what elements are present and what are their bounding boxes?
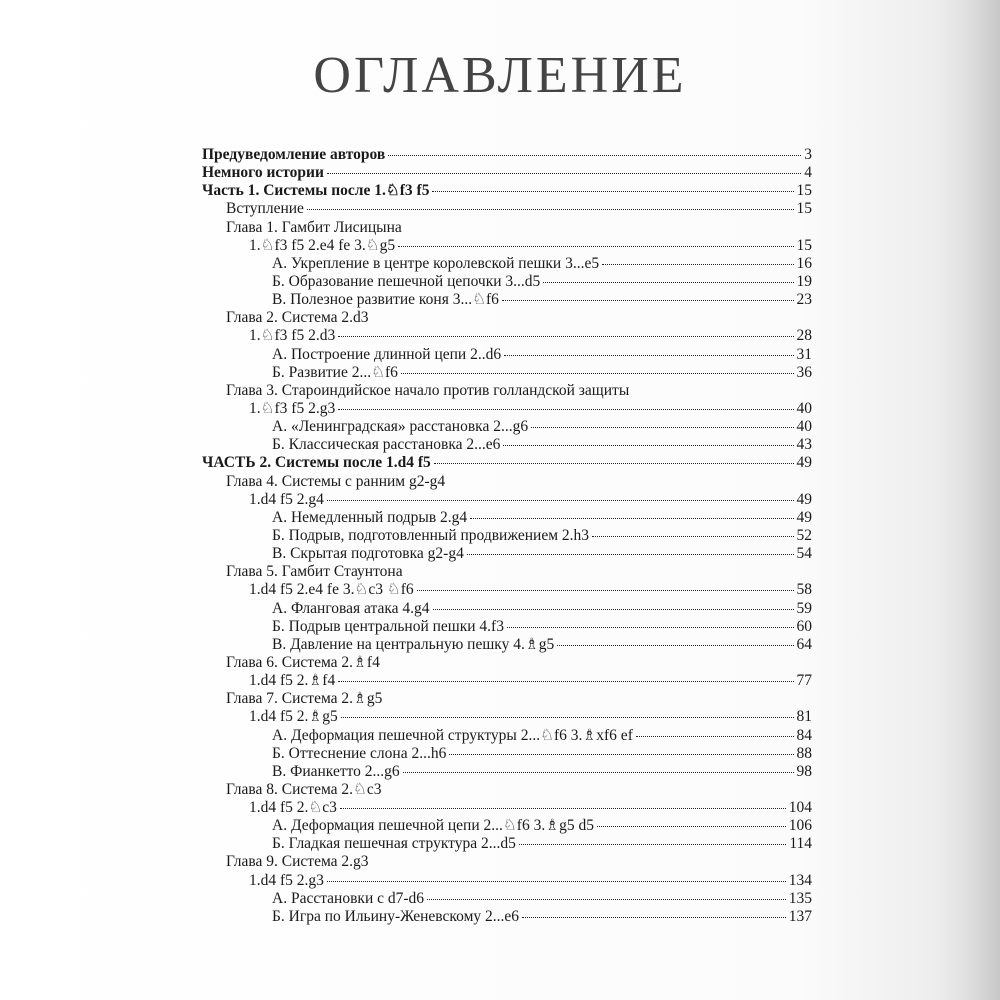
toc-page-number: 15	[796, 236, 812, 254]
dot-leader	[503, 445, 793, 446]
toc-entry	[202, 273, 812, 291]
toc-entry-title: А. Фланговая атака 4.g4	[272, 599, 430, 617]
toc-entry	[202, 327, 812, 345]
toc-entry-title: В. Полезное развитие коня 3...♘f6	[272, 291, 499, 309]
toc-entry	[202, 200, 812, 218]
dot-leader	[504, 355, 793, 356]
toc-entry	[202, 600, 812, 618]
toc-entry-title: Вступление	[226, 200, 304, 218]
toc-entry-title: В. Фианкетто 2...g6	[272, 762, 400, 780]
toc-entry-title: 1.d4 f5 2.♗g5	[249, 708, 338, 726]
toc-entry-title: А. Немедленный подрыв 2.g4	[272, 508, 468, 526]
toc-entry-title: 1.d4 f5 2.♘c3	[249, 799, 337, 817]
dot-leader	[636, 736, 794, 737]
toc-entry	[202, 872, 812, 890]
dot-leader	[502, 300, 794, 301]
toc-entry-title: Глава 6. Система 2.♗f4	[226, 653, 380, 671]
toc-entry	[202, 364, 812, 382]
toc-page-number: 60	[796, 617, 812, 635]
toc-entry	[202, 745, 812, 763]
toc-page-number: 4	[804, 164, 812, 182]
toc-entry	[202, 708, 812, 726]
toc-page-number: 134	[788, 871, 812, 889]
toc-entry	[202, 454, 812, 472]
toc-page-number: 31	[796, 345, 812, 363]
dot-leader	[433, 609, 794, 610]
toc-entry	[202, 346, 812, 364]
dot-leader	[327, 173, 801, 174]
toc-entry-title: Часть 1. Системы после 1.♘f3 f5	[202, 182, 430, 200]
toc-page-number: 43	[796, 436, 812, 454]
toc-entry-title: 1.d4 f5 2.e4 fe 3.♘c3 ♘f6	[249, 581, 414, 599]
toc-entry	[202, 400, 812, 418]
toc-entry	[202, 636, 812, 654]
toc-entry	[202, 509, 812, 527]
toc-page-number: 59	[796, 599, 812, 617]
dot-leader	[507, 627, 794, 628]
toc-page-number: 64	[796, 635, 812, 653]
toc-page-number: 40	[796, 418, 812, 436]
dot-leader	[597, 826, 786, 827]
toc-entry	[202, 781, 812, 799]
toc-entry	[202, 763, 812, 781]
toc-entry	[202, 654, 812, 672]
toc-entry	[202, 908, 812, 926]
toc-page-number: 19	[796, 272, 812, 290]
dot-leader	[449, 754, 793, 755]
toc-page-number: 23	[796, 291, 812, 309]
dot-leader	[338, 681, 793, 682]
toc-page-number: 49	[796, 454, 812, 472]
dot-leader	[417, 590, 794, 591]
toc-page-number: 36	[796, 363, 812, 381]
toc-entry-title: Немного истории	[202, 164, 324, 182]
toc-entry-title: Б. Развитие 2...♘f6	[272, 363, 398, 381]
toc-page-number: 15	[796, 182, 812, 200]
toc-entry	[202, 309, 812, 327]
dot-leader	[403, 772, 794, 773]
toc-page-number: 106	[788, 817, 812, 835]
dot-leader	[327, 500, 794, 501]
dot-leader	[434, 463, 794, 464]
toc-entry-title: Б. Гладкая пешечная структура 2...d5	[272, 835, 516, 853]
toc-entry	[202, 581, 812, 599]
toc-page-number: 135	[788, 889, 812, 907]
toc-entry	[202, 182, 812, 200]
toc-entry-title: Глава 2. Система 2.d3	[226, 309, 369, 327]
toc-entry	[202, 418, 812, 436]
dot-leader	[432, 191, 793, 192]
toc-entry-title: А. Расстановки с d7-d6	[272, 889, 425, 907]
toc-entry-title: Глава 5. Гамбит Стаунтона	[226, 563, 403, 581]
toc-entry	[202, 563, 812, 581]
toc-entry-title: Б. Подрыв, подготовленный продвижением 2.h3	[272, 526, 590, 544]
toc-entry	[202, 817, 812, 835]
page-title: ОГЛАВЛЕНИЕ	[313, 47, 687, 104]
toc-entry	[202, 727, 812, 745]
toc-entry	[202, 382, 812, 400]
toc-entry-title: В. Давление на центральную пешку 4.♗g5	[272, 635, 555, 653]
toc-entry-title: А. Деформация пешечной цепи 2...♘f6 3.♗g5 d5	[272, 817, 594, 835]
toc-page-number: 3	[804, 146, 812, 163]
toc-entry-title: 1.♘f3 f5 2.g3	[249, 399, 336, 417]
toc-entry	[202, 237, 812, 255]
toc-entry	[202, 672, 812, 690]
dot-leader	[470, 518, 793, 519]
toc-entry-title: Глава 8. Система 2.♘c3	[226, 780, 382, 798]
dot-leader	[398, 246, 793, 247]
toc-entry	[202, 164, 812, 182]
toc-entry	[202, 473, 812, 491]
toc-page-number: 49	[796, 490, 812, 508]
dot-leader	[338, 409, 793, 410]
toc-entry-title: Б. Подрыв центральной пешки 4.f3	[272, 617, 504, 635]
table-of-contents	[202, 146, 812, 926]
toc-entry	[202, 219, 812, 237]
toc-entry-title: ЧАСТЬ 2. Системы после 1.d4 f5	[202, 454, 431, 472]
toc-page-number: 81	[796, 708, 812, 726]
toc-page-number: 77	[796, 672, 812, 690]
toc-page-number: 137	[788, 907, 812, 925]
dot-leader	[467, 554, 794, 555]
toc-page-number: 15	[796, 200, 812, 218]
toc-entry-title: Глава 9. Система 2.g3	[226, 853, 369, 871]
toc-entry	[202, 527, 812, 545]
toc-page-number: 54	[796, 545, 812, 563]
toc-entry-title: 1.♘f3 f5 2.e4 fe 3.♘g5	[249, 236, 396, 254]
toc-entry-title: 1.d4 f5 2.g4	[249, 490, 324, 508]
toc-entry-title: Б. Образование пешечной цепочки 3...d5	[272, 272, 541, 290]
toc-entry-title: Б. Оттеснение слона 2...h6	[272, 744, 447, 762]
toc-entry-title: Глава 7. Система 2.♗g5	[226, 690, 383, 708]
toc-entry-title: А. «Ленинградская» расстановка 2...g6	[272, 418, 529, 436]
dot-leader	[602, 264, 793, 265]
toc-page-number: 28	[796, 327, 812, 345]
toc-entry	[202, 291, 812, 309]
toc-entry	[202, 799, 812, 817]
dot-leader	[427, 899, 786, 900]
toc-page-number: 104	[788, 799, 812, 817]
toc-page-number: 16	[796, 254, 812, 272]
dot-leader	[519, 844, 786, 845]
toc-entry-title: Б. Классическая расстановка 2...e6	[272, 436, 501, 454]
toc-page-number: 98	[796, 762, 812, 780]
toc-page-number: 49	[796, 508, 812, 526]
dot-leader	[388, 155, 801, 156]
toc-page-number: 114	[789, 835, 812, 853]
dot-leader	[338, 336, 793, 337]
toc-page-number: 84	[796, 726, 812, 744]
toc-entry-title: Предуведомление авторов	[202, 146, 386, 163]
toc-entry	[202, 545, 812, 563]
toc-page-number: 40	[796, 399, 812, 417]
toc-page-number: 52	[796, 526, 812, 544]
toc-entry	[202, 690, 812, 708]
toc-entry	[202, 890, 812, 908]
toc-entry-title: Глава 3. Староиндийское начало против голландской защиты	[226, 381, 630, 399]
toc-entry-title: 1.d4 f5 2.g3	[249, 871, 324, 889]
toc-entry-title: Б. Игра по Ильину-Женевскому 2...e6	[272, 907, 520, 925]
dot-leader	[341, 717, 794, 718]
dot-leader	[522, 917, 786, 918]
toc-entry-title: Глава 1. Гамбит Лисицына	[226, 218, 402, 236]
toc-entry-title: А. Построение длинной цепи 2..d6	[272, 345, 502, 363]
dot-leader	[307, 209, 794, 210]
toc-entry-title: А. Укрепление в центре королевской пешки 3...e5	[272, 254, 600, 272]
toc-page-number: 58	[796, 581, 812, 599]
dot-leader	[592, 536, 793, 537]
toc-page-number: 88	[796, 744, 812, 762]
dot-leader	[543, 282, 793, 283]
toc-entry-title: Глава 4. Системы с ранним g2-g4	[226, 472, 446, 490]
toc-entry	[202, 853, 812, 871]
toc-entry-title: 1.♘f3 f5 2.d3	[249, 327, 336, 345]
toc-entry-title: В. Скрытая подготовка g2-g4	[272, 545, 464, 563]
toc-entry-title: А. Деформация пешечной структуры 2...♘f6 3.♗xf6 ef	[272, 726, 633, 744]
toc-entry-title: 1.d4 f5 2.♗f4	[249, 672, 336, 690]
toc-entry	[202, 146, 812, 164]
dot-leader	[401, 373, 794, 374]
dot-leader	[327, 881, 786, 882]
toc-entry	[202, 835, 812, 853]
toc-entry	[202, 491, 812, 509]
toc-entry	[202, 436, 812, 454]
dot-leader	[531, 427, 793, 428]
dot-leader	[557, 645, 793, 646]
page-edge-shadow	[940, 0, 1000, 1000]
toc-entry	[202, 618, 812, 636]
toc-entry	[202, 255, 812, 273]
dot-leader	[340, 808, 786, 809]
